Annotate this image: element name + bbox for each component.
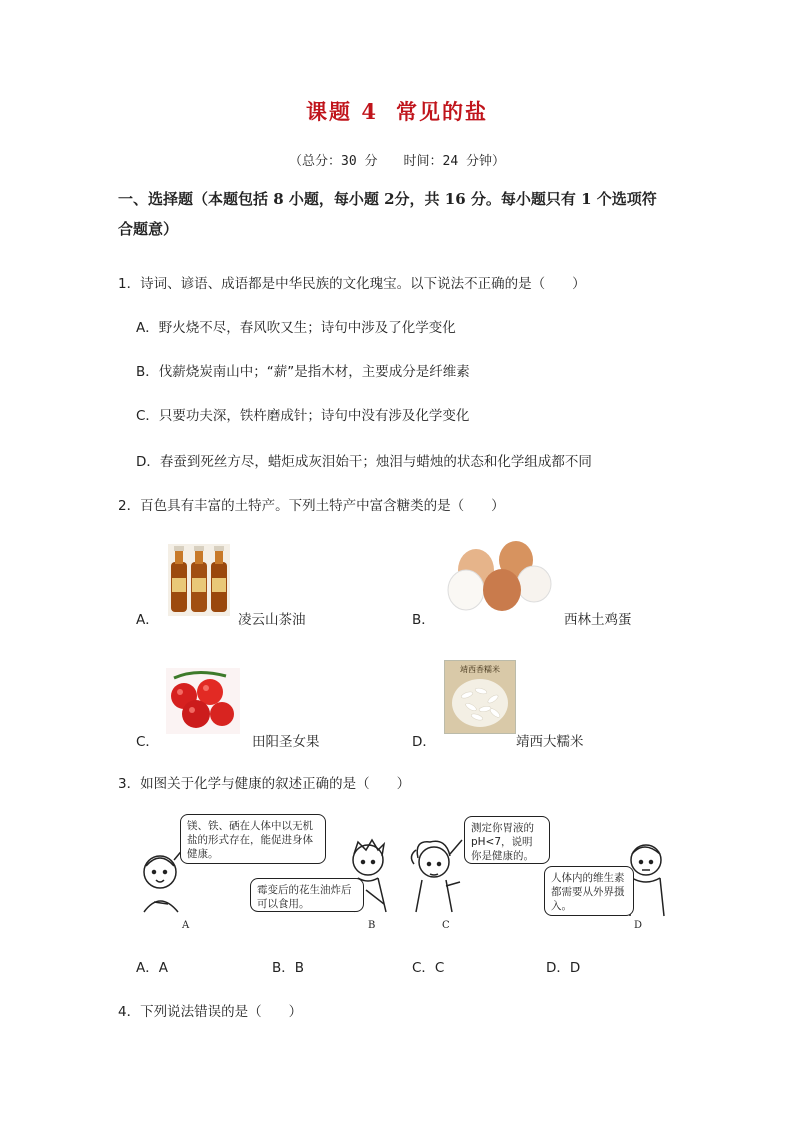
bubble-a: 镁、铁、硒在人体中以无机盐的形式存在，能促进身体健康。	[180, 814, 326, 864]
q2-option-a-letter: A．	[136, 612, 159, 628]
q2-option-b-letter: B．	[412, 612, 435, 628]
q3-stem: 3．如图关于化学与健康的叙述正确的是（ ）	[118, 776, 411, 792]
figure-label-d: D	[634, 920, 643, 931]
page-title	[0, 96, 794, 126]
section-line-2: 合题意）	[118, 220, 179, 238]
title-lesson: 课题 4	[306, 99, 378, 124]
q4-stem: 4．下列说法错误的是（ ）	[118, 1004, 303, 1020]
figure-label-b: B	[368, 920, 376, 931]
bubble-c: 测定你胃液的pH<7，说明你是健康的。	[464, 816, 550, 864]
q3-option-c: C．C	[412, 960, 445, 976]
figure-label-a: A	[182, 920, 190, 931]
title-topic: 常见的盐	[395, 99, 488, 124]
q1-option-b: B．伐薪烧炭南山中；“薪”是指木材，主要成分是纤维素	[136, 364, 470, 380]
q2-option-d-name: 靖西大糯米	[516, 734, 584, 750]
section-line-1: 一、选择题（本题包括 8 小题，每小题 2分，共 16 分。每小题只有 1 个选项符	[118, 190, 657, 208]
glutinous-rice-image	[444, 660, 516, 734]
bubble-d: 人体内的维生素都需要从外界摄入。	[544, 866, 634, 916]
q2-stem: 2．百色具有丰富的土特产。下列土特产中富含糖类的是（ ）	[118, 498, 505, 514]
eggs-image	[444, 540, 556, 612]
q3-option-a: A．A	[136, 960, 168, 976]
q1-stem: 1．诗词、谚语、成语都是中华民族的文化瑰宝。以下说法不正确的是（ ）	[118, 276, 586, 292]
q2-option-d-letter: D．	[412, 734, 436, 750]
q3-option-d: D．D	[546, 960, 581, 976]
q3-option-b: B．B	[272, 960, 305, 976]
oil-bottles-image	[168, 544, 230, 616]
q1-option-c: C．只要功夫深，铁杵磨成针；诗句中没有涉及化学变化	[136, 408, 470, 424]
q2-option-a-name: 凌云山茶油	[238, 612, 306, 628]
figure-label-c: C	[442, 920, 450, 931]
q2-option-c-letter: C．	[136, 734, 159, 750]
cherry-tomatoes-image	[166, 668, 240, 734]
bubble-b: 霉变后的花生油炸后可以食用。	[250, 878, 364, 912]
q2-option-b-name: 西林土鸡蛋	[564, 612, 632, 628]
q1-option-a: A．野火烧不尽，春风吹又生；诗句中涉及了化学变化	[136, 320, 456, 336]
rice-bag-label: 靖西香糯米	[460, 665, 500, 674]
score-time: （总分：30 分 时间：24 分钟）	[289, 154, 505, 169]
q2-option-c-name: 田阳圣女果	[252, 734, 320, 750]
q1-option-d: D．春蚕到死丝方尽，蜡炬成灰泪始干；烛泪与蜡烛的状态和化学组成都不同	[136, 454, 592, 470]
section-heading	[118, 184, 688, 244]
